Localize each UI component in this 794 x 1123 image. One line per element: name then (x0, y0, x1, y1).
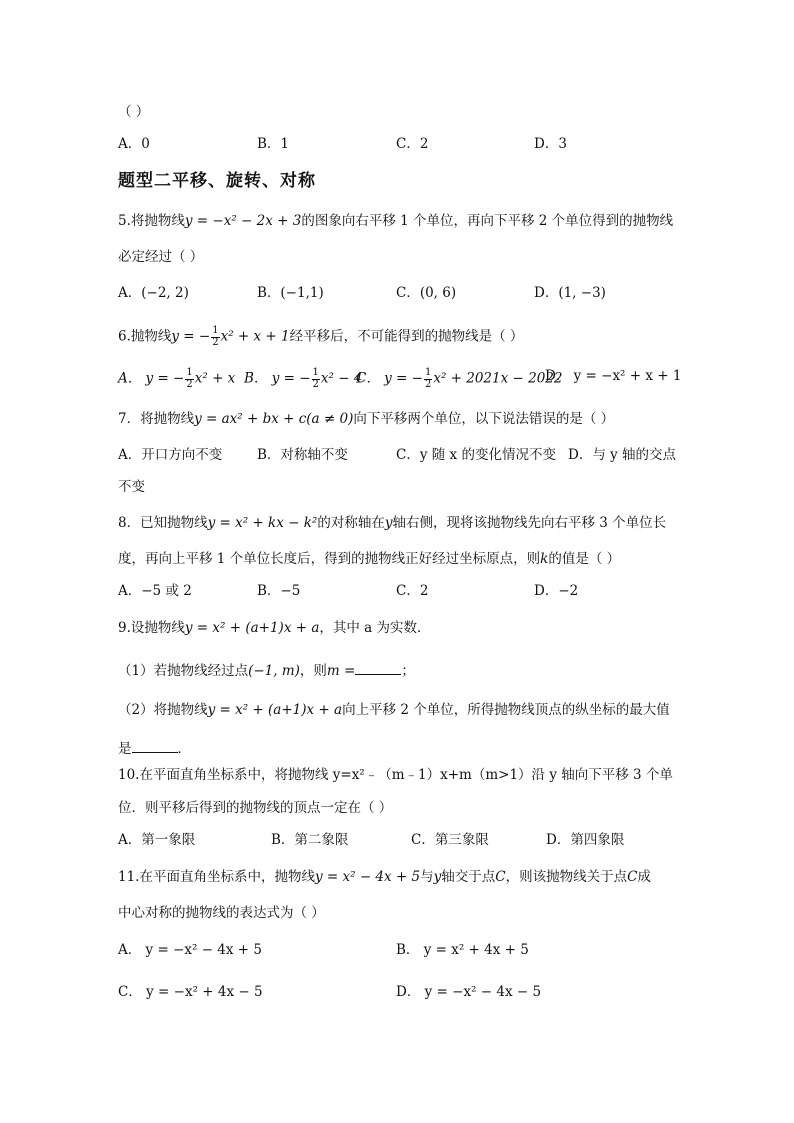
q6-fraction (211, 326, 219, 348)
q6-b-frac-den: 2 (312, 378, 319, 390)
q6-stem-text-2: 经平移后，不可能得到的抛物线是（ ） (289, 328, 524, 345)
q9-p1-m: m = (326, 663, 356, 679)
q8-option-a: A．−5 或 2 (118, 583, 192, 599)
q6-a-post: x² + x (194, 370, 236, 387)
q6-b-frac (312, 368, 320, 390)
q6-formula-pre: y = − (171, 328, 211, 345)
q7-stem-text-2: 向下平移两个单位，以下说法错误的是（ ） (353, 411, 615, 427)
q9-p1-answer-blank[interactable] (355, 662, 401, 675)
q10-stem-cont: 位．则平移后得到的抛物线的顶点一定在（ ） (118, 800, 393, 816)
q5-formula: y = −x² − 2x + 3 (184, 213, 302, 229)
q7-stem-text: 7．将抛物线 (118, 411, 195, 427)
q5-option-a: A．(−2, 2) (118, 285, 189, 301)
q5-option-c: C．(0, 6) (396, 285, 457, 301)
q11-y-var: y (433, 869, 442, 885)
q5-stem-text-2: 的图象向右平移 1 个单位，再向下平移 2 个单位得到的抛物线 (301, 213, 674, 229)
q11-option-a: A． y = −x² − 4x + 5 (118, 942, 262, 958)
q11-formula: y = x² − 4x + 5 (314, 869, 421, 885)
q9-formula: y = x² + (a+1)x + a (184, 620, 320, 636)
q10-option-c: C．第三象限 (411, 832, 489, 848)
q8-option-b: B．−5 (257, 583, 301, 599)
q11-stem-text-2: 与 (420, 869, 434, 885)
q7-option-c: C．y 随 x 的变化情况不变 (396, 447, 556, 463)
q8-stem-text: 8．已知抛物线 (118, 515, 208, 531)
q6-option-d: D． y = −x² + x + 1 (545, 368, 682, 384)
q9-part-2-cont (118, 740, 191, 757)
q7-option-d-cont: 不变 (118, 479, 145, 495)
q6-c-pre: C． y = − (356, 370, 423, 387)
q6-option-c (356, 368, 562, 390)
q9-p2-text-3: 是 (118, 741, 132, 757)
q5-stem (118, 215, 673, 229)
q6-a-frac-den: 2 (186, 378, 193, 390)
q9-p2-text: （2）将抛物线 (118, 702, 208, 718)
q10-option-d: D．第四象限 (546, 832, 625, 848)
q8-stem-text-4: 度，再向上平移 1 个单位长度后，得到的抛物线正好经过坐标原点，则 (118, 551, 541, 567)
q11-c-var-2: C (627, 869, 638, 885)
q4-option-c: C．2 (396, 136, 429, 152)
q11-stem-text-3: 轴交于点 (441, 869, 496, 885)
q7-option-d: D．与 y 轴的交点 (568, 447, 677, 463)
q9-stem-text-2: ，其中 a 为实数． (319, 620, 431, 636)
q9-p2-formula: y = x² + (a+1)x + a (207, 702, 343, 718)
q11-option-c: C． y = −x² + 4x − 5 (118, 984, 263, 1000)
q6-b-post: x² − 4 (320, 370, 363, 387)
q7-stem (118, 413, 614, 427)
q9-p2-text-2: 向上平移 2 个单位，所得抛物线顶点的纵坐标的最大值 (342, 702, 670, 718)
q6-a-frac-num: 1 (186, 367, 193, 378)
q6-stem (118, 326, 523, 348)
q6-frac-den: 2 (212, 336, 219, 348)
q6-c-post: x² + 2021x − 2022 (433, 370, 563, 387)
q9-p1-text-2: ，则 (299, 663, 327, 679)
q4-option-d: D．3 (534, 136, 567, 152)
q11-stem-cont: 中心对称的抛物线的表达式为（ ） (118, 905, 325, 921)
q8-stem-text-3: 轴右侧，现将该抛物线先向右平移 3 个单位长 (392, 515, 667, 531)
q8-option-c: C．2 (396, 583, 429, 599)
q9-p1-text: （1）若抛物线经过点 (118, 663, 249, 679)
q7-option-a: A．开口方向不变 (118, 447, 223, 463)
q9-part-1 (118, 662, 415, 679)
section-title: 题型二平移、旋转、对称 (118, 171, 316, 191)
q6-frac-num: 1 (212, 325, 219, 336)
q9-stem (118, 622, 431, 636)
q11-stem (118, 871, 651, 885)
q4-paren: （ ） (118, 104, 150, 120)
q8-stem-text-2: 的对称轴在 (317, 515, 385, 531)
q6-formula-post: x² + x + 1 (220, 328, 290, 345)
q11-option-d: D． y = −x² − 4x − 5 (396, 984, 542, 1000)
q5-option-b: B．(−1,1) (257, 285, 324, 301)
q7-formula: y = ax² + bx + c(a ≠ 0) (194, 411, 354, 427)
q8-formula: y = x² + kx − k² (207, 515, 318, 531)
q5-option-d: D．(1, −3) (534, 285, 606, 301)
q9-p1-text-3: ； (401, 663, 415, 679)
q6-a-frac (185, 368, 193, 390)
q5-stem-text: 5.将抛物线 (118, 213, 185, 229)
q6-option-b (244, 368, 362, 390)
q11-c-var: C (495, 869, 506, 885)
q10-stem: 10.在平面直角坐标系中，将抛物线 y=x²﹣（m﹣1）x+m（m>1）沿 y 轴向下平移 3 个单 (118, 767, 673, 783)
q9-stem-text: 9.设抛物线 (118, 620, 185, 636)
q8-stem (118, 517, 666, 531)
q6-a-pre: A． y = − (118, 370, 185, 387)
q8-option-d: D．−2 (534, 583, 579, 599)
q11-stem-text: 11.在平面直角坐标系中，抛物线 (118, 869, 315, 885)
q6-c-frac (424, 368, 432, 390)
q6-b-frac-num: 1 (312, 367, 319, 378)
q11-option-b: B． y = x² + 4x + 5 (396, 942, 529, 958)
q8-k-var: k (540, 551, 549, 567)
q9-part-2 (118, 704, 670, 718)
q10-option-b: B．第二象限 (271, 832, 349, 848)
q6-stem-text: 6.抛物线 (118, 328, 172, 345)
q4-option-a: A．0 (118, 136, 150, 152)
q6-option-a (118, 368, 235, 390)
q4-option-b: B．1 (257, 136, 290, 152)
q6-c-frac-den: 2 (424, 378, 432, 390)
q9-p2-text-4: ． (177, 741, 191, 757)
q8-y-var: y (384, 515, 393, 531)
q5-stem-cont: 必定经过（ ） (118, 249, 204, 265)
q9-p1-point: (−1, m) (248, 663, 300, 679)
q9-p2-answer-blank[interactable] (132, 740, 178, 753)
q8-stem-cont (118, 553, 620, 567)
q11-stem-text-4: ，则该抛物线关于点 (505, 869, 628, 885)
q11-stem-text-5: 成 (637, 869, 651, 885)
q10-option-a: A．第一象限 (118, 832, 196, 848)
q8-stem-text-5: 的值是（ ） (548, 551, 621, 567)
q6-b-pre: B． y = − (244, 370, 311, 387)
q6-c-frac-num: 1 (424, 367, 432, 378)
q7-option-b: B．对称轴不变 (257, 447, 348, 463)
